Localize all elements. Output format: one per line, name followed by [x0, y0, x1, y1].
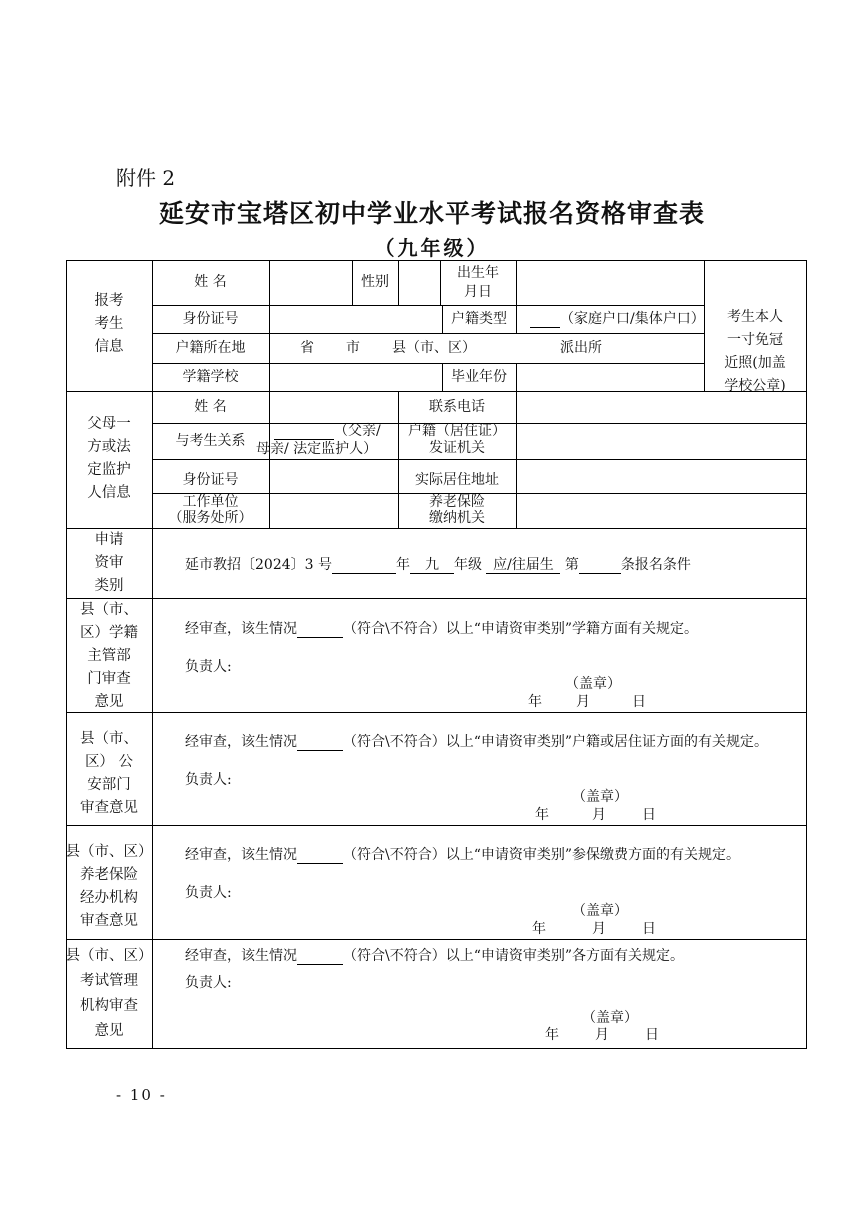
month-label: 月	[576, 694, 590, 710]
review-blank[interactable]	[297, 948, 343, 965]
review-text: 经审查，该生情况	[185, 734, 297, 750]
review-text: 经审查，该生情况	[185, 847, 297, 863]
household-issuer-value-cell[interactable]	[516, 423, 806, 459]
school-label: 学籍学校	[182, 369, 239, 385]
review-statement-exam	[185, 948, 684, 965]
table-border-right	[806, 260, 807, 1049]
responsible-label: 负责人:	[185, 975, 232, 991]
phone-label: 联系电话	[429, 399, 485, 415]
section-divider	[66, 939, 806, 940]
guardian-name-value-cell[interactable]	[269, 391, 398, 423]
application-status-value[interactable]: 应/往届生	[486, 557, 560, 574]
review-label-pension	[62, 841, 156, 933]
section-divider	[66, 598, 806, 599]
pension-label: 养老保险 缴纳机关	[429, 494, 485, 526]
relation-blank[interactable]	[274, 423, 334, 440]
review-label-school	[66, 599, 152, 714]
phone-value-cell[interactable]	[516, 391, 806, 423]
section-divider	[66, 712, 806, 713]
review-text: （符合\不符合）以上“申请资审类别”户籍或居住证方面的有关规定。	[343, 734, 769, 750]
day-label: 日	[642, 807, 656, 823]
household-type-options: （家庭户口/集体户口）	[560, 311, 705, 327]
year-label: 年	[528, 694, 542, 710]
household-issuer-label: 户籍（居住证） 发证机关	[408, 423, 506, 456]
birth-label: 出生年 月日	[457, 265, 499, 300]
residence-label: 实际居住地址	[415, 472, 499, 488]
name-value-cell[interactable]	[269, 260, 352, 305]
application-condition-blank[interactable]	[579, 557, 621, 574]
responsible-label: 负责人:	[185, 659, 232, 675]
application-prefix: 延市教招〔2024〕3 号	[185, 557, 332, 573]
application-suffix: 条报名条件	[620, 557, 691, 573]
review-text: （符合\不符合）以上“申请资审类别”参保缴费方面的有关规定。	[343, 847, 741, 863]
review-label-pension-text: 县（市、区） 养老保险 经办机构 审查意见	[65, 844, 153, 929]
day-label: 日	[645, 1027, 659, 1043]
review-statement-school	[185, 621, 698, 638]
guardian-name-label: 姓 名	[194, 399, 227, 415]
section-label-candidate	[66, 290, 152, 359]
residence-value-cell[interactable]	[516, 459, 806, 493]
page-number: - 10 -	[116, 1086, 167, 1104]
form-title: 延安市宝塔区初中学业水平考试报名资格审查表	[158, 199, 705, 228]
section-label-application	[66, 529, 152, 598]
section-label-candidate-text: 报考 考生 信息	[94, 293, 124, 355]
form-subtitle: （九年级）	[374, 236, 490, 260]
police-station-text: 派出所	[560, 340, 602, 356]
day-label: 日	[632, 694, 646, 710]
review-label-exam	[62, 944, 156, 1044]
month-label: 月	[595, 1027, 609, 1043]
graduation-year-label: 毕业年份	[451, 369, 507, 385]
application-grade-value[interactable]: 九	[410, 557, 454, 574]
section-divider	[66, 825, 806, 826]
province-text: 省	[300, 340, 314, 356]
review-label-school-text: 县（市、 区）学籍 主管部 门审查 意见	[80, 602, 138, 710]
col-divider	[516, 305, 517, 333]
review-form-table	[66, 260, 806, 1048]
photo-note: 考生本人 一寸免冠 近照(加盖 学校公章)	[724, 309, 786, 394]
gender-label: 性别	[361, 274, 389, 290]
application-year-blank[interactable]	[332, 557, 396, 574]
seal-label: （盖章）	[565, 676, 621, 692]
review-statement-pension	[185, 847, 740, 864]
name-label: 姓 名	[194, 274, 227, 290]
relation-options-1: （父亲/	[334, 423, 381, 439]
seal-label: （盖章）	[572, 903, 628, 919]
application-grade-label: 年级	[454, 557, 482, 573]
birth-value-cell[interactable]	[516, 260, 704, 305]
day-label: 日	[642, 921, 656, 937]
city-text: 市	[346, 340, 360, 356]
year-label: 年	[535, 807, 549, 823]
application-line	[185, 557, 691, 574]
year-label: 年	[532, 921, 546, 937]
application-nth-label: 第	[564, 557, 579, 573]
review-label-police	[66, 728, 152, 820]
id-label: 身份证号	[182, 311, 239, 327]
section-label-guardian-text: 父母一 方或法 定监护 人信息	[87, 416, 131, 501]
guardian-id-label: 身份证号	[182, 472, 239, 488]
seal-label: （盖章）	[582, 1010, 638, 1026]
household-type-blank[interactable]	[530, 311, 560, 328]
pension-value-cell[interactable]	[516, 493, 806, 528]
county-text: 县（市、区）	[392, 340, 476, 356]
review-blank[interactable]	[297, 621, 343, 638]
section-label-guardian	[66, 413, 152, 505]
gender-value-cell[interactable]	[398, 260, 440, 305]
section-label-application-text: 申请 资审 类别	[94, 532, 124, 594]
section-divider	[66, 528, 806, 529]
review-label-exam-text: 县（市、区） 考试管理 机构审查 意见	[65, 948, 153, 1039]
household-type-label: 户籍类型	[451, 311, 507, 327]
photo-area[interactable]	[704, 306, 806, 398]
graduation-year-value-cell[interactable]	[516, 363, 704, 391]
relation-field[interactable]	[274, 423, 381, 440]
relation-label: 与考生关系	[175, 433, 246, 449]
review-text: 经审查，该生情况	[185, 621, 297, 637]
review-label-police-text: 县（市、 区） 公 安部门 审查意见	[80, 731, 138, 816]
review-statement-police	[185, 734, 768, 751]
id-value-cell[interactable]	[269, 305, 442, 333]
work-value-cell[interactable]	[269, 493, 398, 528]
row-divider	[152, 333, 704, 334]
responsible-label: 负责人:	[185, 885, 232, 901]
review-text: 经审查，该生情况	[185, 948, 297, 964]
review-text: （符合\不符合）以上“申请资审类别”各方面有关规定。	[343, 948, 685, 964]
attachment-label: 附件 2	[116, 166, 176, 190]
month-label: 月	[592, 807, 606, 823]
review-blank[interactable]	[297, 847, 343, 864]
seal-label: （盖章）	[572, 789, 628, 805]
review-blank[interactable]	[297, 734, 343, 751]
relation-options-2: 母亲/ 法定监护人）	[256, 441, 378, 457]
school-value-cell[interactable]	[269, 363, 442, 391]
month-label: 月	[592, 921, 606, 937]
year-label: 年	[545, 1027, 559, 1043]
work-label: 工作单位 （服务处所）	[168, 494, 253, 526]
review-text: （符合\不符合）以上“申请资审类别”学籍方面有关规定。	[343, 621, 699, 637]
table-border-bottom	[66, 1048, 806, 1049]
guardian-id-value-cell[interactable]	[269, 459, 398, 493]
application-year-label: 年	[396, 557, 410, 573]
household-location-label: 户籍所在地	[175, 340, 246, 356]
household-type-field[interactable]	[530, 311, 705, 328]
responsible-label: 负责人:	[185, 772, 232, 788]
